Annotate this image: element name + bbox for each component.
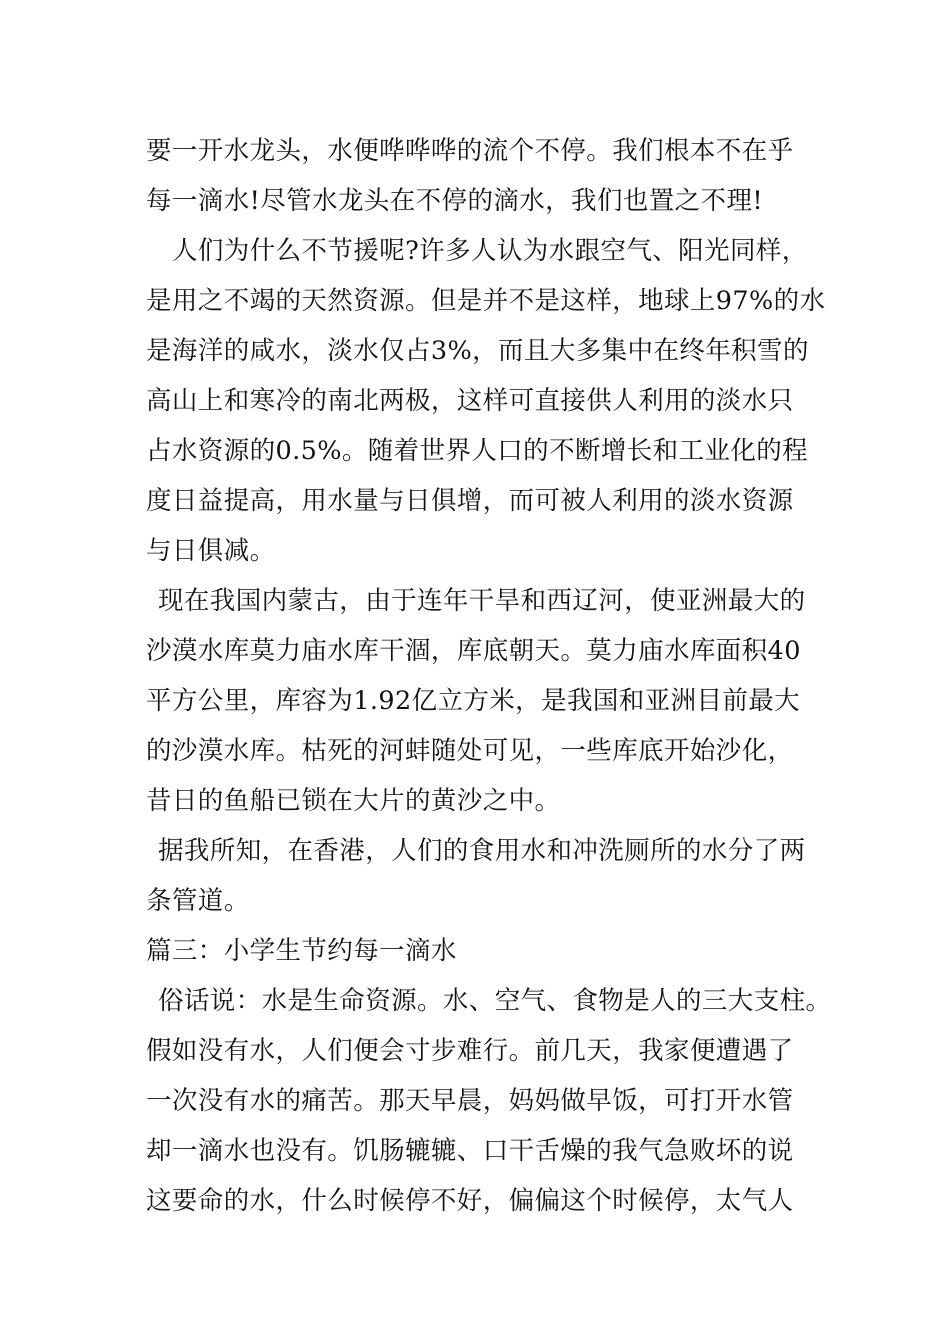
text-line: 一次没有水的痛苦。那天早晨，妈妈做早饭，可打开水管 <box>146 1086 794 1116</box>
text-line: 人们为什么不节援呢?许多人认为水跟空气、阳光同样， <box>172 236 808 266</box>
text-line: 假如没有水，人们便会寸步难行。前几天，我家便遭遇了 <box>146 1036 794 1066</box>
section-heading: 篇三：小学生节约每一滴水 <box>146 936 457 966</box>
text-line: 是用之不竭的天然资源。但是并不是这样，地球上97%的水 <box>146 286 826 316</box>
text-line: 度日益提高，用水量与日俱增，而可被人利用的淡水资源 <box>146 486 794 516</box>
text-line: 要一开水龙头，水便哗哗哗的流个不停。我们根本不在乎 <box>146 136 794 166</box>
text-line: 这要命的水，什么时候停不好，偏偏这个时候停，太气人 <box>146 1186 794 1216</box>
text-line: 据我所知，在香港，人们的食用水和冲洗厕所的水分了两 <box>158 836 806 866</box>
text-line: 俗话说：水是生命资源。水、空气、食物是人的三大支柱。 <box>158 986 832 1016</box>
text-line: 与日俱减。 <box>146 536 276 566</box>
text-line: 昔日的鱼船已锁在大片的黄沙之中。 <box>146 786 561 816</box>
text-line: 条管道。 <box>146 886 250 916</box>
text-line: 占水资源的0.5%。随着世界人口的不断增长和工业化的程 <box>146 436 809 466</box>
document-body <box>146 126 846 1226</box>
text-line: 现在我国内蒙古，由于连年干旱和西辽河，使亚洲最大的 <box>158 586 806 616</box>
text-line: 每一滴水!尽管水龙头在不停的滴水，我们也置之不理! <box>146 186 763 216</box>
text-line: 是海洋的咸水，淡水仅占3%，而且大多集中在终年积雪的 <box>146 336 809 366</box>
text-line: 沙漠水库莫力庙水库干涸，库底朝天。莫力庙水库面积40 <box>146 636 801 666</box>
text-line: 的沙漠水库。枯死的河蚌随处可见，一些库底开始沙化， <box>146 736 794 766</box>
text-line: 却一滴水也没有。饥肠辘辘、口干舌燥的我气急败坏的说 <box>146 1136 794 1166</box>
text-line: 平方公里，库容为1.92亿立方米，是我国和亚洲目前最大 <box>146 686 801 716</box>
text-line: 高山上和寒冷的南北两极，这样可直接供人利用的淡水只 <box>146 386 794 416</box>
